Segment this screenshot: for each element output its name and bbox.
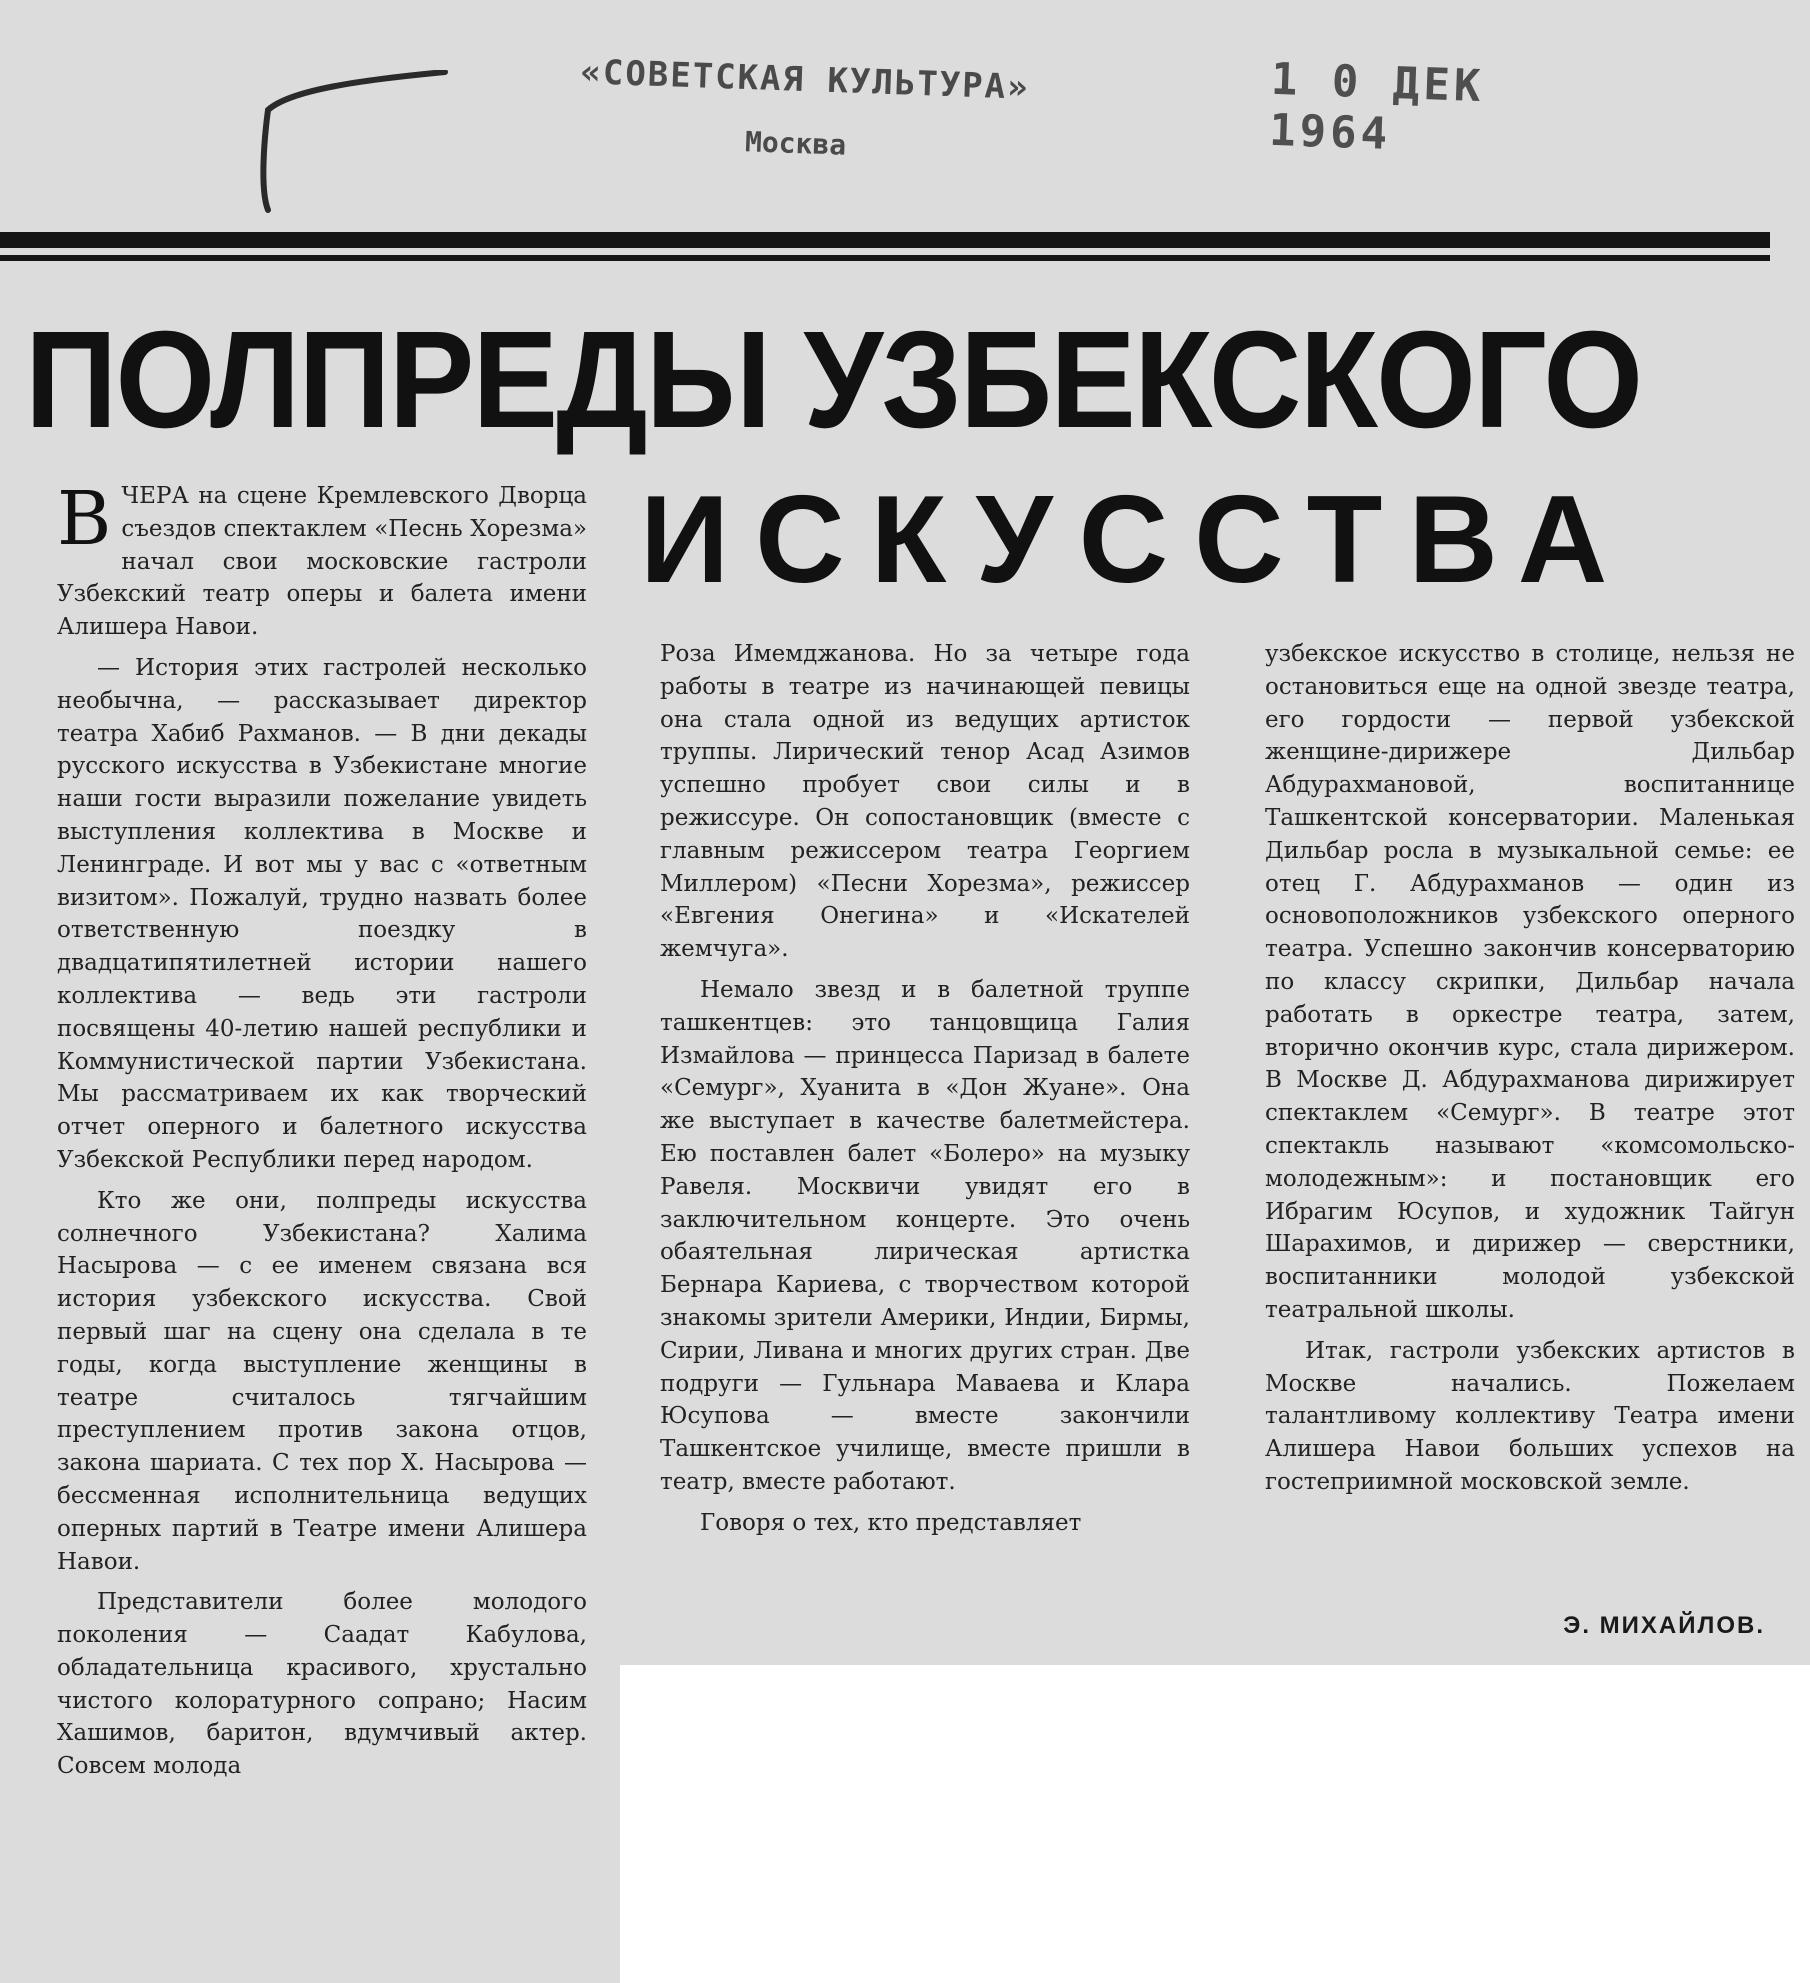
article-column-1 — [57, 476, 587, 1791]
paragraph: Кто же они, полпреды искусства солнечного Узбекистана? Халима Насырова — с ее именем связана вся история узбекского искусства. Свой первый шаг на сцену она сделала в те годы, когда выступление женщины в театре считалось тягчайшим преступлением против закона отцов, закона шариата. С тех пор Х. Насырова — бессменная исполнительница ведущих оперных партий в Театре имени Алишера Навои. — [57, 1187, 587, 1575]
headline-line-2: ИСКУССТВА — [640, 471, 1634, 609]
article-column-3 — [1265, 638, 1795, 1507]
checkmark-handwritten — [250, 70, 460, 220]
publication-stamp: «СОВЕТСКАЯ КУЛЬТУРА» — [579, 52, 1031, 108]
paragraph: Говоря о тех, кто представляет — [700, 1509, 1082, 1536]
paragraph: узбекское искусство в столице, нельзя не остановиться еще на одной звезде театра, его гордости — первой узбекской женщине-дирижере Дильбар Абдурахмановой, воспитаннице Ташкентской консерватории. Маленькая Дильбар росла в музыкальной семье: ее отец Г. Абдурахманов — один из основоположников узбекского оперного театра. Успешно закончив консерваторию по классу скрипки, Дильбар начала работать в оркестре театра, затем, вторично окончив курс, стала дирижером. В Москве Д. Абдурахманова дирижирует спектаклем «Семург». В театре этот спектакль называют «комсомольско-молодежным»: и постановщик его Ибрагим Юсупов, и художник Тайгун Шарахимов, и дирижер — сверстники, воспитанники молодой узбекской театральной школы. — [1265, 641, 1795, 1323]
paragraph: Итак, гастроли узбекских артистов в Москве начались. Пожелаем талантливому коллективу Театра имени Алишера Навои больших успехов на гостеприимной московской земле. — [1265, 1337, 1795, 1495]
headline-line-1: ПОЛПРЕДЫ УЗБЕКСКОГО — [25, 303, 1642, 457]
header-rule-thin — [0, 255, 1770, 261]
date-stamp: 1 0 ДЕК 1964 — [1268, 53, 1486, 160]
author-signature: Э. МИХАЙЛОВ. — [1563, 1612, 1765, 1639]
paragraph: Роза Имемджанова. Но за четыре года работы в театре из начинающей певицы она стала одной из ведущих артисток труппы. Лирический тенор Асад Азимов успешно пробует свои силы и в режиссуре. Он сопостановщик (вместе с главным режиссером театра Георгием Миллером) «Песни Хорезма», режиссер «Евгения Онегина» и «Искателей жемчуга». — [660, 641, 1190, 963]
article-column-2 — [660, 638, 1190, 1548]
paragraph: — История этих гастролей несколько необычна, — рассказывает директор театра Хабиб Рахманов. — В дни декады русского искусства в Узбекистане многие наши гости выразили пожелание увидеть выступления коллектива в Москве и Ленинграде. И вот мы у вас с «ответным визитом». Пожалуй, трудно назвать более ответственную поездку в двадцатипятилетней истории нашего коллектива — ведь эти гастроли посвящены 40-летию нашей республики и Коммунистической партии Узбекистана. Мы рассматриваем их как творческий отчет оперного и балетного искусства Узбекской Республики перед народом. — [57, 654, 587, 1173]
paragraph: ВЧЕРА на сцене Кремлевского Дворца съездов спектаклем «Песнь Хорезма» начал свои московские гастроли Узбекский театр оперы и балета имени Алишера Навои. — [57, 476, 587, 641]
drop-cap: В — [57, 476, 112, 562]
paragraph: Представители более молодого поколения — Саадат Кабулова, обладательница красивого, хрустально чистого колоратурного сопрано; Насим Хашимов, баритон, вдумчивый актер. Совсем молода — [57, 1589, 587, 1780]
header-rule-thick — [0, 232, 1770, 248]
paragraph: Немало звезд и в балетной труппе ташкентцев: это танцовщица Галия Измайлова — принцесса Паризад в балете «Семург», Хуанита в «Дон Жуане». Она же выступает в качестве балетмейстера. Ею поставлен балет «Болеро» на музыку Равеля. Москвичи увидят его в заключительном концерте. Это очень обаятельная лирическая артистка Бернара Кариева, с творчеством которой знакомы зрители Америки, Индии, Бирмы, Сирии, Ливана и многих других стран. Две подруги — Гульнара Маваева и Клара Юсупова — вместе закончили Ташкентское училище, вместе пришли в театр, вместе работают. — [660, 976, 1190, 1495]
city-stamp: Москва — [744, 125, 847, 162]
